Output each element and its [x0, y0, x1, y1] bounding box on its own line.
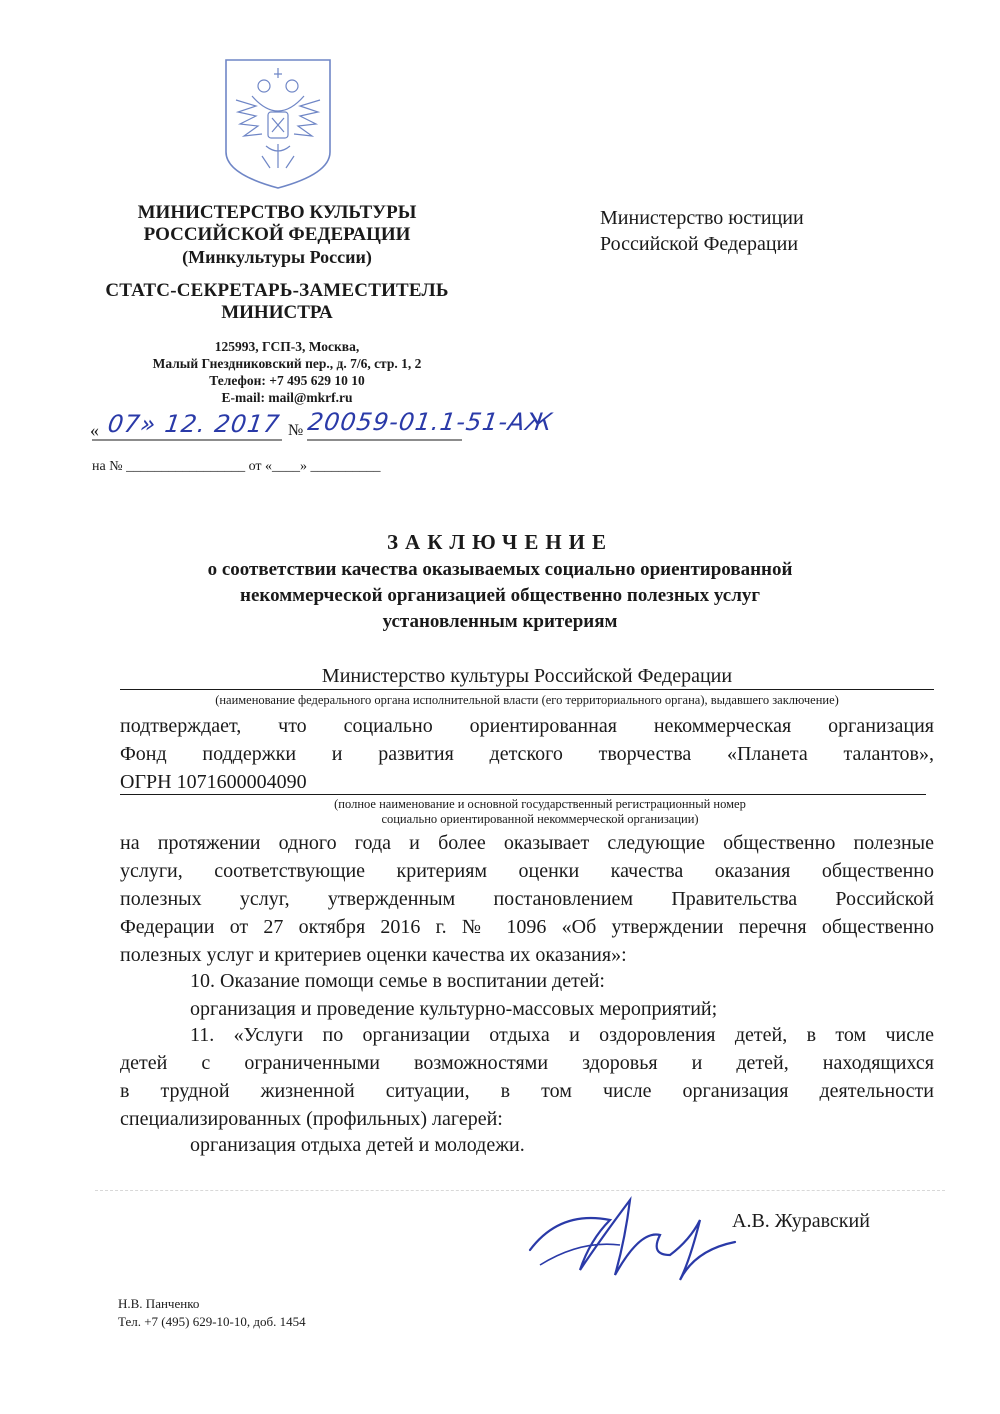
reply-reference-row: на № _________________ от «____» __________	[92, 459, 381, 474]
service-item-11: 11. «Услуги по организации отдыха и оздоровления детей, в том числе	[190, 1024, 934, 1046]
handwritten-date: 07» 12. 2017	[106, 410, 282, 438]
executor-phone: Тел. +7 (495) 629-10-10, доб. 1454	[118, 1314, 306, 1329]
body-line: услуги, соответствующие критериям оценки качества оказания общественно	[120, 860, 934, 882]
subtitle-line1: о соответствии качества оказываемых социально ориентированной	[207, 559, 793, 580]
number-sign: №	[288, 422, 304, 439]
body-line: специализированных (профильных) лагерей:	[120, 1108, 503, 1130]
ministry-name-line1: МИНИСТЕРСТВО КУЛЬТУРЫ	[137, 202, 417, 223]
ogrn-line: ОГРН 1071600004090	[120, 771, 307, 793]
document-title: ЗАКЛЮЧЕНИЕ	[386, 530, 614, 554]
body-line: полезных услуг, утвержденным постановлением Правительства Российской	[120, 888, 934, 910]
recipient-line2: Российской Федерации	[600, 233, 799, 255]
ministry-short-name: (Минкультуры России)	[182, 247, 372, 267]
coat-of-arms-emblem	[222, 56, 334, 192]
subtitle-line3: установленным критериям	[382, 611, 618, 632]
service-item-10-detail: организация и проведение культурно-массовых мероприятий;	[190, 998, 718, 1020]
service-item-11-detail: организация отдыха детей и молодежи.	[190, 1134, 525, 1156]
subtitle-line2: некоммерческой организацией общественно полезных услуг	[240, 585, 760, 606]
issuing-authority: Министерство культуры Российской Федерации	[120, 664, 934, 690]
phone-line: Телефон: +7 495 629 10 10	[209, 373, 365, 388]
position-line2: МИНИСТРА	[221, 302, 333, 323]
executor-name: Н.В. Панченко	[118, 1296, 200, 1311]
body-line: Федерации от 27 октября 2016 г. № 1096 «Об утверждении перечня общественно	[120, 916, 934, 938]
position-line1: СТАТС-СЕКРЕТАРЬ-ЗАМЕСТИТЕЛЬ	[105, 280, 449, 301]
handwritten-number: 20059-01.1-51-АЖ	[306, 408, 555, 436]
address-line2: Малый Гнездниковский пер., д. 7/6, стр. 1, 2	[152, 356, 422, 371]
body-line: подтверждает, что социально ориентированная некоммерческая организация	[120, 715, 934, 737]
body-line: полезных услуг и критериев оценки качества их оказания»:	[120, 944, 627, 966]
address-line1: 125993, ГСП-3, Москва,	[214, 339, 360, 354]
body-line: Фонд поддержки и развития детского творчества «Планета талантов»,	[120, 743, 934, 765]
organization-underline	[120, 794, 926, 795]
body-line: детей с ограниченными возможностями здоровья и детей, находящихся	[120, 1052, 934, 1074]
ministry-name	[82, 202, 472, 246]
recipient-line1: Министерство юстиции	[600, 207, 804, 229]
ministry-name-line2: РОССИЙСКОЙ ФЕДЕРАЦИИ	[143, 224, 411, 245]
date-quote-mark: «	[90, 420, 99, 440]
signer-name: А.В. Журавский	[732, 1210, 870, 1232]
body-line: на протяжении одного года и более оказывает следующие общественно полезные	[120, 832, 934, 854]
handwritten-signature	[520, 1180, 760, 1290]
organization-caption-line2: социально ориентированной некоммерческой организации)	[381, 812, 699, 826]
body-line: в трудной жизненной ситуации, в том числе организация деятельности	[120, 1080, 934, 1102]
authority-caption: (наименование федерального органа исполнительной власти (его территориального органа), выдавшего заключение)	[215, 693, 839, 707]
service-item-10: 10. Оказание помощи семье в воспитании детей:	[190, 970, 605, 992]
organization-caption-line1: (полное наименование и основной государственный регистрационный номер	[334, 797, 746, 811]
email-line: E-mail: mail@mkrf.ru	[221, 390, 353, 405]
